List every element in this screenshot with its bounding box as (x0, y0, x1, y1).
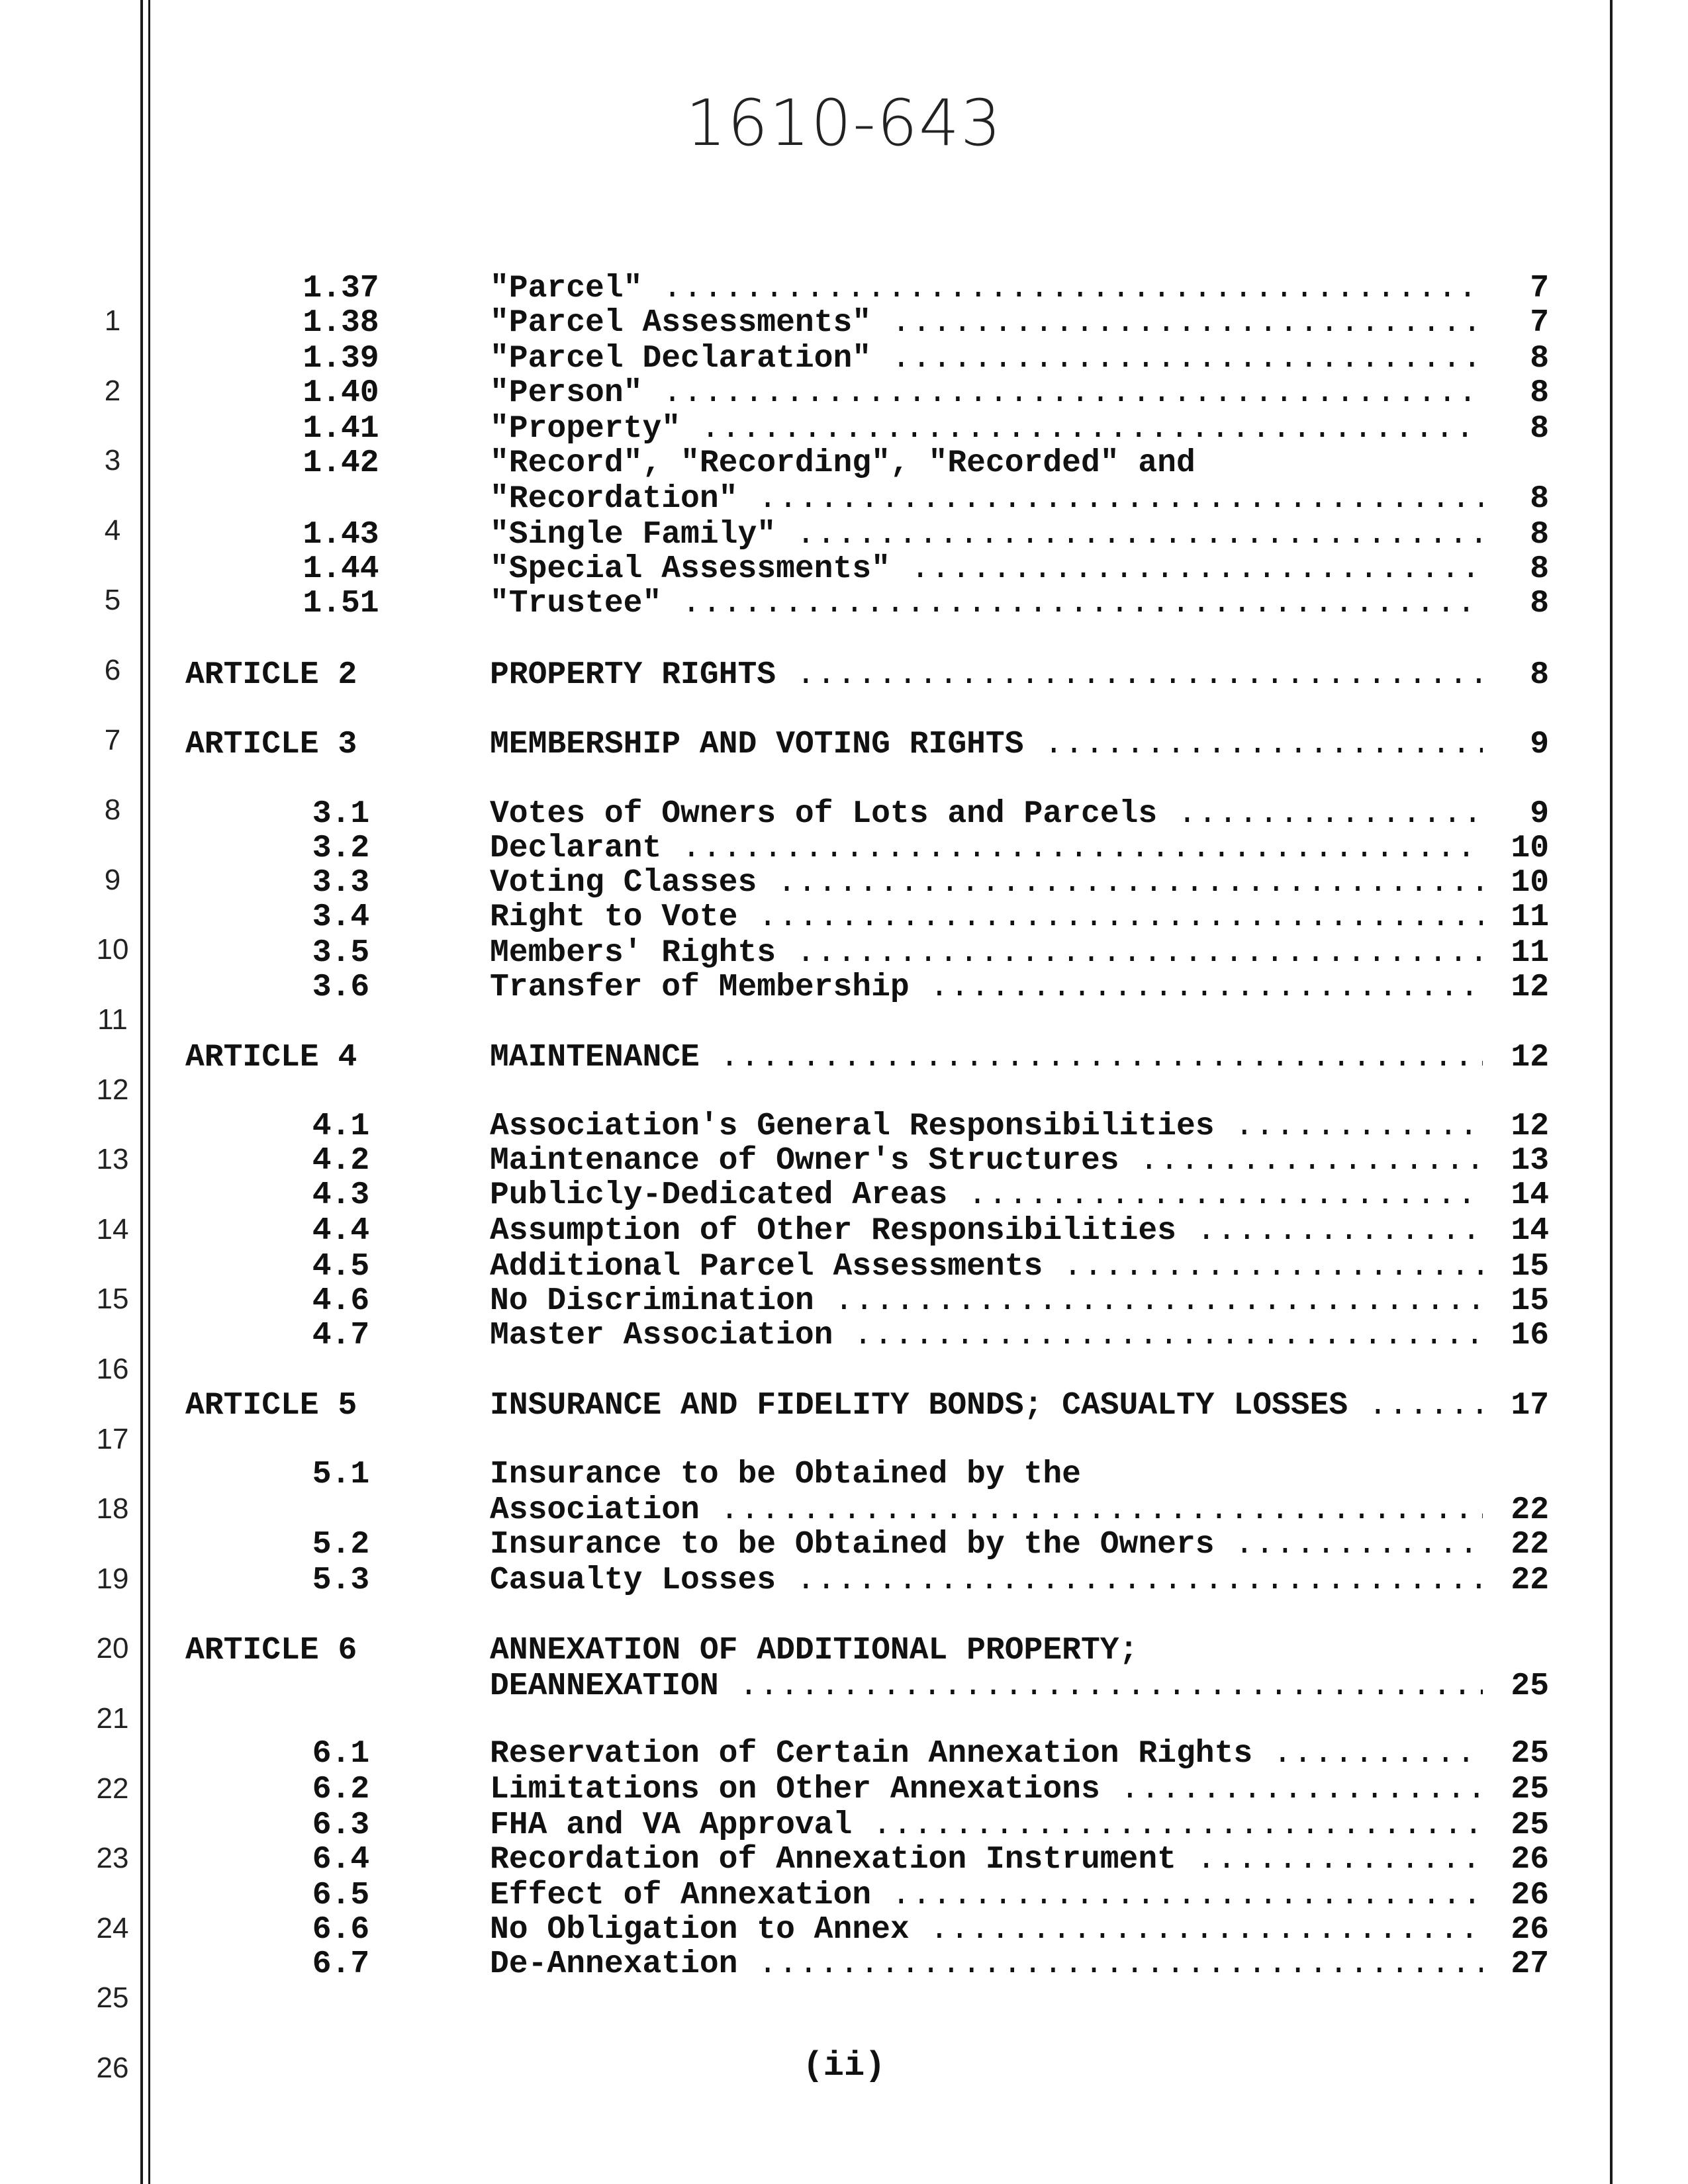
toc-page-number: 9 (1530, 796, 1549, 832)
toc-article-label: ARTICLE 6 (185, 1633, 357, 1668)
toc-entry-title: Recordation of Annexation Instrument ..... (490, 1841, 1483, 1878)
toc-page-number: 8 (1530, 411, 1549, 447)
toc-entry-title: MEMBERSHIP AND VOTING RIGHTS ..... (490, 726, 1483, 763)
toc-section-row (0, 1212, 1688, 1250)
toc-section-number: 6.3 (312, 1807, 370, 1843)
toc-page-number: 8 (1530, 586, 1549, 621)
toc-entry-title: Declarant ..... (490, 830, 1483, 867)
toc-article-row (0, 657, 1688, 694)
line-number: 21 (96, 1702, 129, 1735)
line-number: 22 (96, 1772, 129, 1805)
toc-page-number: 14 (1511, 1213, 1549, 1249)
toc-entry-title: Master Association ..... (490, 1317, 1483, 1354)
toc-page-number: 26 (1511, 1878, 1549, 1913)
toc-article-row (0, 1632, 1688, 1669)
toc-entry-title: Maintenance of Owner's Structures ..... (490, 1142, 1483, 1179)
toc-entry-title: De-Annexation ..... (490, 1946, 1483, 1983)
toc-section-number: 4.5 (312, 1249, 370, 1285)
toc-article-label: ARTICLE 5 (185, 1388, 357, 1424)
toc-section-row (0, 270, 1688, 307)
toc-section-number: 1.42 (303, 445, 379, 481)
toc-section-number: 1.43 (303, 517, 379, 553)
toc-section-row (0, 375, 1688, 412)
line-number: 1 (104, 304, 121, 337)
toc-page-number: 12 (1511, 1040, 1549, 1075)
toc-title-line1: "Record", "Recording", "Recorded" and (490, 445, 1196, 481)
toc-section-number: 1.38 (303, 305, 379, 341)
toc-title-line1: Insurance to be Obtained by the (490, 1457, 1081, 1492)
toc-page-number: 7 (1530, 271, 1549, 306)
line-number: 13 (96, 1143, 129, 1175)
toc-article-row (0, 726, 1688, 763)
line-number: 6 (104, 654, 121, 686)
toc-section-row (0, 516, 1688, 553)
toc-article-row (0, 1039, 1688, 1076)
toc-section-row (0, 934, 1688, 972)
toc-section-row (0, 585, 1688, 622)
toc-entry-title: Right to Vote ..... (490, 899, 1483, 936)
toc-section-number: 6.4 (312, 1842, 370, 1878)
line-number: 17 (96, 1423, 129, 1455)
toc-entry-title: "Recordation" ..... (490, 480, 1483, 518)
toc-section-number: 1.40 (303, 375, 379, 411)
toc-page-number: 13 (1511, 1143, 1549, 1179)
document-number: 1610-643 (685, 86, 1003, 160)
toc-section-number: 5.1 (312, 1457, 370, 1492)
toc-continuation-row (0, 1668, 1688, 1705)
toc-continuation-row (0, 480, 1688, 518)
toc-section-number: 4.1 (312, 1109, 370, 1144)
line-number: 18 (96, 1492, 129, 1525)
toc-section-number: 1.39 (303, 341, 379, 377)
toc-section-number: 4.2 (312, 1143, 370, 1179)
toc-entry-title: Reservation of Certain Annexation Rights ..... (490, 1735, 1483, 1772)
line-number: 11 (97, 1003, 128, 1036)
toc-page-number: 25 (1511, 1736, 1549, 1772)
toc-section-number: 3.4 (312, 899, 370, 935)
toc-entry-title: Votes of Owners of Lots and Parcels ..... (490, 796, 1483, 833)
toc-section-row (0, 969, 1688, 1006)
toc-section-number: 3.5 (312, 935, 370, 971)
toc-page-number: 9 (1530, 727, 1549, 762)
toc-entry-title: Association ..... (490, 1492, 1483, 1529)
toc-page-number: 8 (1530, 657, 1549, 693)
toc-entry-title: No Discrimination ..... (490, 1283, 1483, 1320)
line-number: 23 (96, 1842, 129, 1874)
toc-section-row (0, 410, 1688, 447)
line-number: 4 (104, 514, 121, 547)
toc-entry-title: Publicly-Dedicated Areas ..... (490, 1177, 1483, 1214)
toc-entry-title: Members' Rights ..... (490, 934, 1483, 972)
toc-section-row (0, 304, 1688, 341)
toc-section-number: 4.4 (312, 1213, 370, 1249)
toc-entry-title: MAINTENANCE ..... (490, 1039, 1483, 1076)
toc-section-number: 1.51 (303, 586, 379, 621)
line-number: 12 (96, 1073, 129, 1106)
toc-section-row (0, 1177, 1688, 1214)
line-number: 14 (96, 1213, 129, 1246)
toc-title-line1: ANNEXATION OF ADDITIONAL PROPERTY; (490, 1633, 1139, 1668)
toc-section-row (0, 830, 1688, 867)
toc-page-number: 10 (1511, 865, 1549, 901)
toc-entry-title: Insurance to be Obtained by the Owners ..... (490, 1526, 1483, 1563)
page-number: (ii) (802, 2046, 886, 2085)
toc-page-number: 8 (1530, 341, 1549, 377)
toc-section-number: 3.3 (312, 865, 370, 901)
toc-article-row (0, 1387, 1688, 1424)
toc-section-number: 1.37 (303, 271, 379, 306)
toc-entry-title: Assumption of Other Responsibilities ..... (490, 1212, 1483, 1250)
line-number: 19 (96, 1563, 129, 1595)
toc-page-number: 25 (1511, 1668, 1549, 1704)
toc-entry-title: INSURANCE AND FIDELITY BONDS; CASUALTY LOSSES ..... (490, 1387, 1483, 1424)
toc-entry-title: "Parcel Declaration" ..... (490, 340, 1483, 377)
toc-entry-title: "Trustee" ..... (490, 585, 1483, 622)
toc-section-number: 6.6 (312, 1912, 370, 1948)
toc-page-number: 22 (1511, 1563, 1549, 1598)
toc-page-number: 16 (1511, 1318, 1549, 1353)
toc-page-number: 12 (1511, 1109, 1549, 1144)
toc-section-number: 4.7 (312, 1318, 370, 1353)
toc-entry-title: PROPERTY RIGHTS ..... (490, 657, 1483, 694)
toc-section-number: 5.2 (312, 1527, 370, 1563)
toc-page-number: 8 (1530, 517, 1549, 553)
toc-continuation-row (0, 1492, 1688, 1529)
line-number: 5 (104, 584, 121, 616)
toc-entry-title: "Special Assessments" ..... (490, 551, 1483, 588)
toc-page-number: 12 (1511, 970, 1549, 1005)
toc-section-row (0, 1456, 1688, 1493)
toc-section-row (0, 1283, 1688, 1320)
toc-section-row (0, 1735, 1688, 1772)
toc-page-number: 15 (1511, 1249, 1549, 1285)
toc-article-label: ARTICLE 2 (185, 657, 357, 693)
toc-section-number: 5.3 (312, 1563, 370, 1598)
toc-section-row (0, 445, 1688, 482)
toc-section-number: 4.6 (312, 1283, 370, 1319)
toc-section-row (0, 1841, 1688, 1878)
toc-section-row (0, 1248, 1688, 1285)
toc-entry-title: Additional Parcel Assessments ..... (490, 1248, 1483, 1285)
toc-page-number: 8 (1530, 551, 1549, 587)
toc-section-row (0, 1877, 1688, 1914)
toc-page-number: 25 (1511, 1807, 1549, 1843)
toc-entry-title: "Parcel Assessments" ..... (490, 304, 1483, 341)
toc-entry-title: "Parcel" ..... (490, 270, 1483, 307)
toc-entry-title: No Obligation to Annex ..... (490, 1911, 1483, 1948)
toc-section-row (0, 1562, 1688, 1599)
toc-page-number: 14 (1511, 1177, 1549, 1213)
toc-section-number: 6.7 (312, 1946, 370, 1982)
toc-page-number: 27 (1511, 1946, 1549, 1982)
toc-section-number: 6.5 (312, 1878, 370, 1913)
toc-entry-title: FHA and VA Approval ..... (490, 1807, 1483, 1844)
toc-page-number: 10 (1511, 831, 1549, 866)
toc-page-number: 11 (1511, 899, 1549, 935)
toc-page-number: 26 (1511, 1842, 1549, 1878)
toc-article-label: ARTICLE 4 (185, 1040, 357, 1075)
toc-section-row (0, 340, 1688, 377)
line-number: 15 (96, 1283, 129, 1315)
toc-section-number: 3.2 (312, 831, 370, 866)
toc-section-number: 6.2 (312, 1772, 370, 1807)
toc-section-number: 1.44 (303, 551, 379, 587)
toc-section-row (0, 864, 1688, 901)
toc-section-row (0, 1946, 1688, 1983)
line-number: 24 (96, 1912, 129, 1944)
toc-page-number: 11 (1511, 935, 1549, 971)
toc-section-row (0, 1317, 1688, 1354)
toc-entry-title: Limitations on Other Annexations ..... (490, 1771, 1483, 1808)
toc-entry-title: DEANNEXATION ..... (490, 1668, 1483, 1705)
toc-page-number: 8 (1530, 375, 1549, 411)
toc-section-number: 3.1 (312, 796, 370, 832)
toc-page-number: 15 (1511, 1283, 1549, 1319)
toc-section-row (0, 796, 1688, 833)
toc-entry-title: Transfer of Membership ..... (490, 969, 1483, 1006)
toc-page-number: 8 (1530, 481, 1549, 517)
toc-page-number: 22 (1511, 1492, 1549, 1528)
toc-section-number: 4.3 (312, 1177, 370, 1213)
line-number: 8 (104, 794, 121, 826)
toc-entry-title: Association's General Responsibilities ..... (490, 1108, 1483, 1145)
toc-entry-title: "Single Family" ..... (490, 516, 1483, 553)
toc-entry-title: Voting Classes ..... (490, 864, 1483, 901)
toc-page-number: 22 (1511, 1527, 1549, 1563)
toc-page-number: 26 (1511, 1912, 1549, 1948)
toc-page-number: 7 (1530, 305, 1549, 341)
toc-section-row (0, 1911, 1688, 1948)
toc-section-row (0, 1108, 1688, 1145)
line-number: 10 (96, 933, 129, 966)
line-number: 26 (96, 2052, 129, 2084)
toc-section-number: 1.41 (303, 411, 379, 447)
line-number: 9 (104, 864, 121, 896)
toc-section-row (0, 899, 1688, 936)
toc-page-number: 25 (1511, 1772, 1549, 1807)
toc-section-number: 3.6 (312, 970, 370, 1005)
line-number: 7 (104, 724, 121, 756)
toc-entry-title: "Property" ..... (490, 410, 1483, 447)
line-number: 25 (96, 1981, 129, 2014)
toc-section-row (0, 1526, 1688, 1563)
line-number: 20 (96, 1632, 129, 1664)
toc-article-label: ARTICLE 3 (185, 727, 357, 762)
toc-entry-title: Effect of Annexation ..... (490, 1877, 1483, 1914)
toc-section-row (0, 551, 1688, 588)
toc-section-number: 6.1 (312, 1736, 370, 1772)
toc-section-row (0, 1771, 1688, 1808)
toc-entry-title: "Person" ..... (490, 375, 1483, 412)
line-number: 2 (104, 375, 121, 407)
toc-section-row (0, 1142, 1688, 1179)
line-number: 3 (104, 444, 121, 477)
line-number: 16 (96, 1353, 129, 1385)
toc-entry-title: Casualty Losses ..... (490, 1562, 1483, 1599)
toc-page-number: 17 (1511, 1388, 1549, 1424)
toc-section-row (0, 1807, 1688, 1844)
